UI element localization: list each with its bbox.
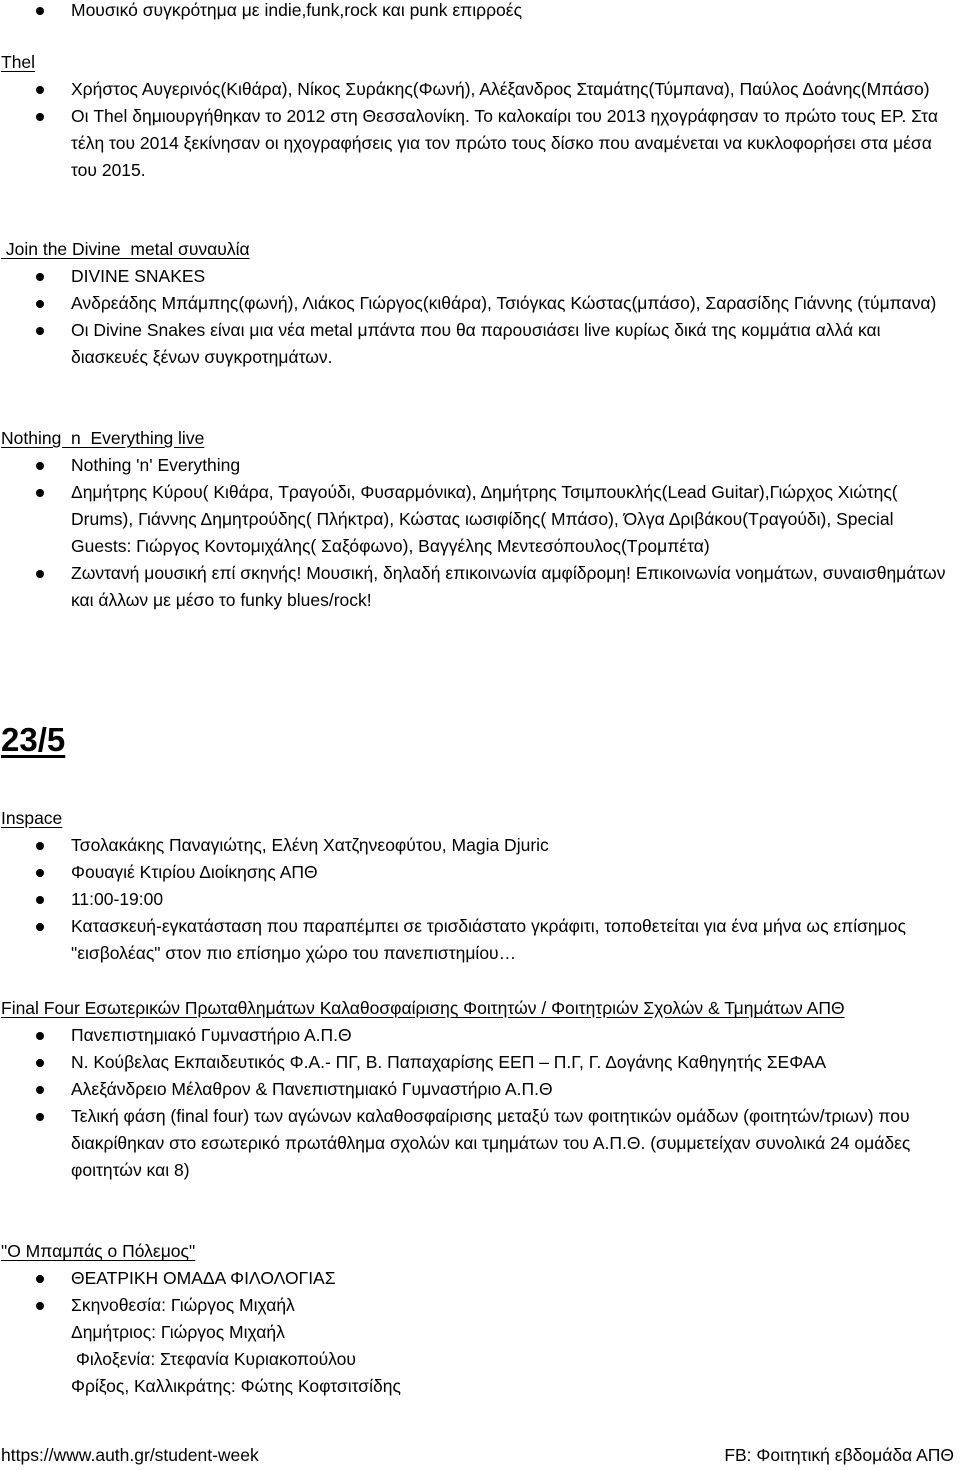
list-item: Χρήστος Αυγερινός(Κιθάρα), Νίκος Συράκης(Φωνή), Αλέξανδρος Σταμάτης(Τύμπανα), Παύλος Δοάνης(Μπάσο) [0,76,960,103]
list-item: DIVINE SNAKES [0,263,960,290]
list-item: Δημήτρης Κύρου( Κιθάρα, Τραγούδι, Φυσαρμόνικα), Δημήτρης Τσιμπουκλής(Lead Guitar),Γιώρχος Χιώτης( Drums), Γιάννης Δημητρούδης( Πλήκτρα), Κώστας ιωσιφίδης( Μπάσο), Όλγα Δριβάκου(Τραγούδι), Special Guests: Γιώργος Κοντομιχάλης( Σαξόφωνο), Βαγγέλης Μεντεσόπουλος(Τρομπέτα) [0,479,960,560]
section-inspace [0,805,960,967]
list-item: ΘΕΑΤΡΙΚΗ ΟΜΑΔΑ ΦΙΛΟΛΟΓΙΑΣ [0,1265,960,1292]
section-list [0,263,960,371]
list-item: Τσολακάκης Παναγιώτης, Ελένη Χατζηνεοφύτου, Magia Djuric [0,832,960,859]
section-list [0,452,960,614]
list-item: Φουαγιέ Κτιρίου Διοίκησης ΑΠΘ [0,859,960,886]
section-heading: Inspace [1,808,63,828]
section-heading: Join the Divine metal συναυλία [1,239,250,259]
date-heading: 23/5 [1,721,66,758]
section-heading: "Ο Μπαμπάς ο Πόλεμος" [1,1241,196,1261]
list-item: Ζωντανή μουσική επί σκηνής! Μουσική, δηλαδή επικοινωνία αμφίδρομη! Επικοινωνία νοημάτων, συναισθημάτων και άλλων με μέσο το funky blues/rock! [0,560,960,614]
list-item: Πανεπιστημιακό Γυμναστήριο Α.Π.Θ [0,1022,960,1049]
list-item: Αλεξάνδρειο Μέλαθρον & Πανεπιστημιακό Γυμναστήριο Α.Π.Θ [0,1076,960,1103]
list-item: Μουσικό συγκρότημα με indie,funk,rock και punk επιρροές [0,0,960,24]
section-list [0,832,960,967]
list-item: Σκηνοθεσία: Γιώργος Μιχαήλ [0,1292,960,1319]
cast-line: Φρίξος, Καλλικράτης: Φώτης Κοφτσιτσίδης [71,1376,401,1396]
list-item: Ν. Κούβελας Εκπαιδευτικός Φ.Α.- ΠΓ, Β. Παπαχαρίσης ΕΕΠ – Π.Γ, Γ. Δογάνης Καθηγητής ΣΕΦΑΑ [0,1049,960,1076]
section-list [0,1022,960,1184]
section-thel [0,49,960,184]
section-nothing-n-everything [0,425,960,614]
cast-line: Δημήτριος: Γιώργος Μιχαήλ [71,1322,285,1342]
cast-line: Φιλοξενία: Στεφανία Κυριακοπούλου [71,1349,356,1369]
section-theatre-play [0,1238,960,1400]
list-item: 11:00-19:00 [0,886,960,913]
list-item: Τελική φάση (final four) των αγώνων καλαθοσφαίρισης μεταξύ των φοιτητικών ομάδων (φοιτητών/τριων) που διακρίθηκαν στο εσωτερικό πρωτάθλημα σχολών και τμημάτων του Α.Π.Θ. (συμμετείχαν συνολικά 24 ομάδες φοιτητών και 8) [0,1103,960,1184]
list-item: Κατασκευή-εγκατάσταση που παραπέμπει σε τρισδιάστατο γκράφιτι, τοποθετείται για ένα μήνα ως επίσημος "εισβολέας" στον πιο επίσημο χώρο του πανεπιστημίου… [0,913,960,967]
section-list [0,76,960,184]
footer-url[interactable]: https://www.auth.gr/student-week [1,1445,259,1465]
section-list [0,1265,960,1400]
section-final-four [0,995,960,1184]
section-heading: Final Four Εσωτερικών Πρωταθλημάτων Καλαθοσφαίρισης Φοιτητών / Φοιτητριών Σχολών & Τμημάτων ΑΠΘ [1,998,845,1018]
footer-facebook: FB: Φοιτητική εβδομάδα ΑΠΘ [724,1445,954,1465]
list-item: Οι Thel δημιουργήθηκαν το 2012 στη Θεσσαλονίκη. Το καλοκαίρι του 2013 ηχογράφησαν το πρώτο τους EP. Στα τέλη του 2014 ξεκίνησαν οι ηχογραφήσεις για τον πρώτο τους δίσκο που αναμένεται να κυκλοφορήσει στα μέσα του 2015. [0,103,960,184]
list-item: Οι Divine Snakes είναι μια νέα metal μπάντα που θα παρουσιάσει live κυρίως δικά της κομμάτια αλλά και διασκευές ξένων συγκροτημάτων. [0,317,960,371]
section-heading: Thel [1,52,36,72]
list-item: Nothing 'n' Everything [0,452,960,479]
section-join-the-divine [0,236,960,371]
section-heading: Nothing n Everything live [1,428,205,448]
top-list [0,0,960,24]
list-item: Ανδρεάδης Μπάμπης(φωνή), Λιάκος Γιώργος(κιθάρα), Τσιόγκας Κώστας(μπάσο), Σαρασίδης Γιάννης (τύμπανα) [0,290,960,317]
